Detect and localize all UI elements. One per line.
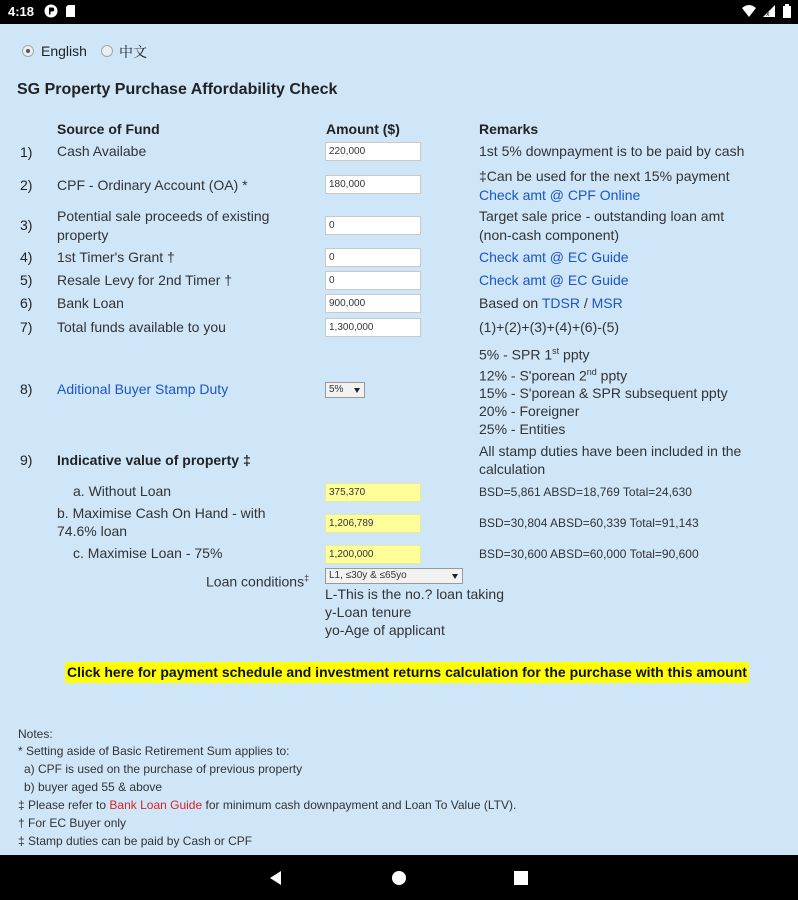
app-notification-icon — [44, 4, 58, 18]
note-line: * Setting aside of Basic Retirement Sum applies to: — [18, 744, 290, 758]
chevron-down-icon — [354, 388, 360, 393]
indicative-remark: All stamp duties have been included in the — [479, 443, 742, 459]
cpf-oa-label: CPF - Ordinary Account (OA) * — [57, 177, 248, 193]
absd-line: 12% - S'porean 2nd ppty — [479, 367, 628, 384]
loan-legend-line: L-This is the no.? loan taking — [325, 586, 504, 602]
header-source: Source of Fund — [57, 121, 160, 137]
note-line: ‡ Stamp duties can be paid by Cash or CPF — [18, 834, 253, 848]
battery-icon — [782, 4, 792, 18]
row-number: 7) — [20, 319, 33, 335]
total-funds-label: Total funds available to you — [57, 319, 226, 335]
first-timer-grant-label: 1st Timer's Grant † — [57, 249, 175, 265]
sd-card-icon — [64, 4, 78, 18]
bank-loan-guide-link[interactable]: Bank Loan Guide — [109, 798, 203, 812]
ec-guide-link[interactable]: Check amt @ EC Guide — [479, 249, 629, 265]
bank-loan-remark-prefix: Based on — [479, 295, 539, 311]
ec-guide-link-2[interactable]: Check amt @ EC Guide — [479, 272, 629, 288]
remark-separator: / — [583, 295, 588, 311]
status-time: 4:18 — [8, 4, 35, 19]
bank-loan-input[interactable]: 900,000 — [325, 294, 421, 313]
notes-heading: Notes: — [18, 727, 53, 741]
row-number: 6) — [20, 295, 33, 311]
chinese-radio[interactable] — [101, 45, 113, 57]
bank-loan-label: Bank Loan — [57, 295, 124, 311]
max-cash-label-2: 74.6% loan — [57, 523, 128, 539]
main-content — [0, 24, 798, 855]
english-radio[interactable] — [22, 45, 34, 57]
row-number: 9) — [20, 452, 33, 468]
absd-line: 25% - Entities — [479, 421, 566, 437]
cpf-remark: ‡Can be used for the next 15% payment — [479, 168, 730, 184]
row-number: 4) — [20, 249, 33, 265]
indicative-value-label: Indicative value of property ‡ — [57, 452, 251, 468]
total-funds-input[interactable]: 1,300,000 — [325, 318, 421, 337]
max-loan-label: c. Maximise Loan - 75% — [73, 545, 223, 561]
page-title: SG Property Purchase Affordability Check — [17, 81, 338, 98]
bank-loan-remark — [479, 294, 623, 313]
navigation-bar — [0, 855, 798, 900]
chevron-down-icon — [452, 574, 458, 579]
home-icon[interactable] — [389, 868, 409, 888]
absd-link[interactable]: Aditional Buyer Stamp Duty — [57, 381, 229, 397]
cpf-oa-input[interactable]: 180,000 — [325, 175, 421, 194]
sale-proceeds-label-2: property — [57, 227, 109, 243]
note-line: † For EC Buyer only — [18, 816, 127, 830]
header-amount: Amount ($) — [326, 121, 400, 137]
cash-available-input[interactable]: 220,000 — [325, 142, 421, 161]
absd-selected: 5% — [329, 384, 344, 395]
indicative-remark-2: calculation — [479, 461, 546, 477]
resale-levy-input[interactable]: 0 — [325, 271, 421, 290]
wifi-icon — [742, 4, 756, 18]
english-label[interactable]: English — [41, 43, 87, 59]
sale-proceeds-remark-2: (non-cash component) — [479, 227, 620, 243]
loan-legend-line: yo-Age of applicant — [325, 622, 445, 638]
absd-line: 5% - SPR 1st ppty — [479, 346, 590, 363]
without-loan-duty: BSD=5,861 ABSD=18,769 Total=24,630 — [479, 485, 692, 499]
max-loan-value: 1,200,000 — [325, 545, 421, 564]
row-number: 3) — [20, 217, 33, 233]
cash-available-label: Cash Availabe — [57, 143, 147, 159]
note-line: b) buyer aged 55 & above — [24, 780, 163, 794]
row-number: 1) — [20, 144, 33, 160]
recents-icon[interactable] — [511, 868, 531, 888]
loan-conditions-select[interactable] — [325, 568, 463, 584]
absd-line: 20% - Foreigner — [479, 403, 580, 419]
status-bar — [0, 0, 798, 24]
sale-proceeds-remark: Target sale price - outstanding loan amt — [479, 208, 725, 224]
max-cash-duty: BSD=30,804 ABSD=60,339 Total=91,143 — [479, 516, 699, 530]
cpf-online-link[interactable]: Check amt @ CPF Online — [479, 187, 641, 203]
row-number: 2) — [20, 177, 33, 193]
max-cash-label: b. Maximise Cash On Hand - with — [57, 505, 266, 521]
back-icon[interactable] — [266, 868, 286, 888]
note-line: a) CPF is used on the purchase of previous property — [24, 762, 303, 776]
loan-conditions-label: Loan conditions‡ — [206, 573, 310, 590]
loan-conditions-selected: L1, ≤30y & ≤65yo — [329, 570, 407, 581]
cash-remark: 1st 5% downpayment is to be paid by cash — [479, 143, 745, 159]
sale-proceeds-input[interactable]: 0 — [325, 216, 421, 235]
note-line: ‡ Please refer to Bank Loan Guide for minimum cash downpayment and Loan To Value (LTV). — [18, 798, 517, 812]
max-loan-duty: BSD=30,600 ABSD=60,000 Total=90,600 — [479, 547, 699, 561]
chinese-label[interactable]: 中文 — [119, 44, 147, 60]
absd-line: 15% - S'porean & SPR subsequent ppty — [479, 385, 728, 401]
first-timer-grant-input[interactable]: 0 — [325, 248, 421, 267]
row-number: 8) — [20, 381, 33, 397]
loan-legend-line: y-Loan tenure — [325, 604, 412, 620]
header-remarks: Remarks — [479, 121, 539, 137]
svg-text:x: x — [766, 11, 770, 18]
max-cash-value: 1,206,789 — [325, 514, 421, 533]
total-funds-remark: (1)+(2)+(3)+(4)+(6)-(5) — [479, 319, 620, 335]
without-loan-label: a. Without Loan — [73, 483, 172, 499]
msr-link[interactable]: MSR — [591, 295, 623, 311]
cell-signal-icon — [762, 4, 776, 18]
without-loan-value: 375,370 — [325, 483, 421, 502]
resale-levy-label: Resale Levy for 2nd Timer † — [57, 272, 233, 288]
payment-schedule-link[interactable]: Click here for payment schedule and investment returns calculation for the purchase with this amount — [65, 662, 749, 683]
sale-proceeds-label: Potential sale proceeds of existing — [57, 208, 270, 224]
tdsr-link[interactable]: TDSR — [541, 295, 580, 311]
row-number: 5) — [20, 272, 33, 288]
absd-select[interactable] — [325, 382, 365, 398]
